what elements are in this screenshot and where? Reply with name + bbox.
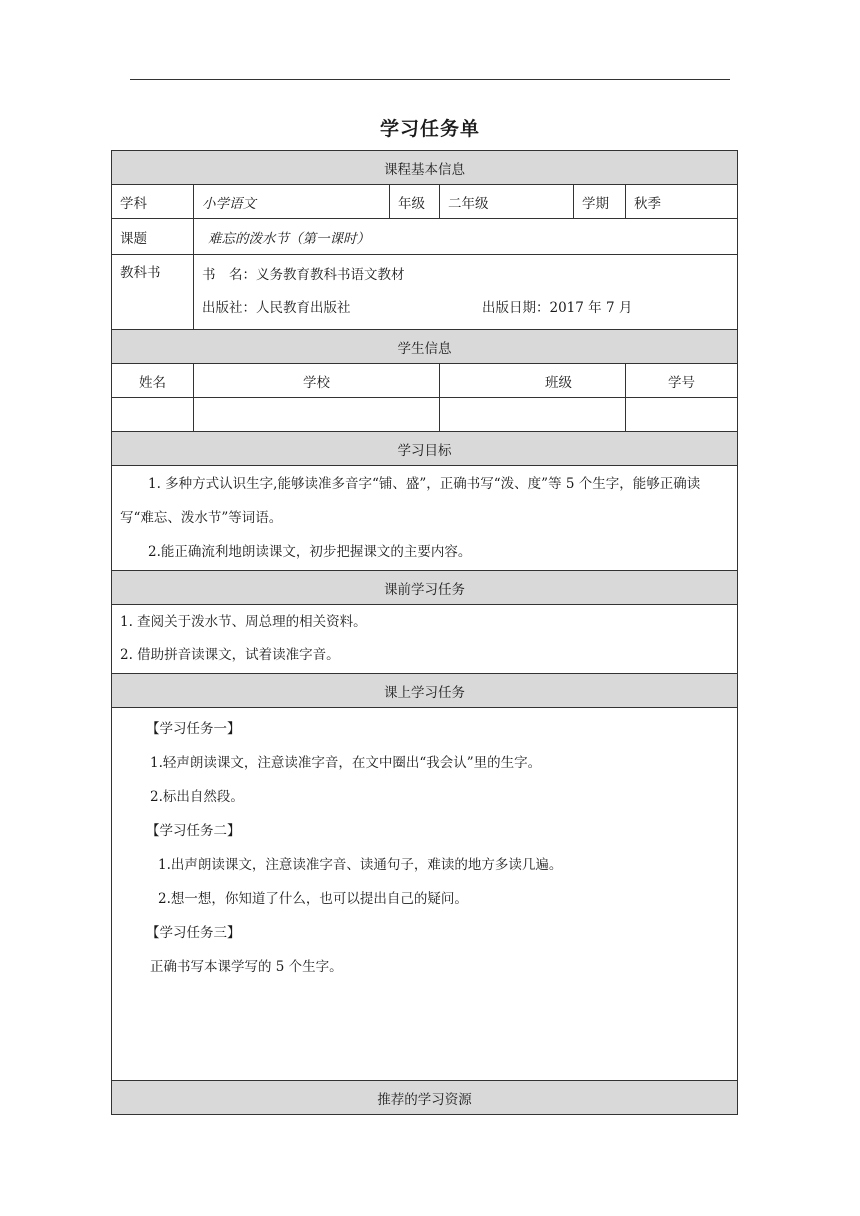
publisher-line: 出版社：人民教育出版社	[202, 300, 351, 316]
section-goals: 学习目标	[112, 432, 738, 466]
section-course-info: 课程基本信息	[112, 151, 738, 185]
input-school[interactable]	[194, 398, 440, 432]
task3-title: 【学习任务三】	[146, 925, 241, 941]
in-class-body	[112, 708, 738, 1081]
header-rule	[130, 79, 730, 80]
pre-class-item-1: 1. 查阅关于泼水节、周总理的相关资料。	[120, 614, 367, 630]
pre-class-body	[112, 605, 738, 674]
textbook-label: 教科书	[112, 255, 194, 330]
grade-value: 二年级	[440, 185, 574, 219]
document-title: 学习任务单	[379, 118, 480, 140]
book-name-line: 书 名：义务教育教科书语文教材	[202, 267, 405, 283]
term-label: 学期	[574, 185, 626, 219]
pre-class-item-2: 2. 借助拼音读课文，试着读准字音。	[120, 647, 340, 663]
input-name[interactable]	[112, 398, 194, 432]
topic-label: 课题	[112, 219, 194, 255]
section-pre-class: 课前学习任务	[112, 571, 738, 605]
goals-body	[112, 466, 738, 571]
col-name: 姓名	[112, 364, 194, 398]
task-sheet-table	[111, 150, 738, 1115]
subject-label: 学科	[112, 185, 194, 219]
task1-title: 【学习任务一】	[146, 721, 241, 737]
task2-title: 【学习任务二】	[146, 823, 241, 839]
term-value: 秋季	[626, 185, 738, 219]
input-student-id[interactable]	[626, 398, 738, 432]
col-student-id: 学号	[626, 364, 738, 398]
section-in-class: 课上学习任务	[112, 674, 738, 708]
task1-item-1: 1.轻声朗读课文，注意读准字音，在文中圈出“我会认”里的生字。	[150, 755, 542, 771]
section-resources: 推荐的学习资源	[112, 1081, 738, 1115]
pub-date-line: 出版日期：2017 年 7 月	[482, 300, 633, 316]
goal-item-2: 2.能正确流利地朗读课文，初步把握课文的主要内容。	[148, 544, 472, 560]
grade-label: 年级	[390, 185, 440, 219]
task2-item-2: 2.想一想，你知道了什么，也可以提出自己的疑问。	[158, 891, 468, 907]
col-class: 班级	[440, 364, 626, 398]
col-school: 学校	[194, 364, 440, 398]
subject-value: 小学语文	[194, 185, 390, 219]
goal-item-1: 1. 多种方式认识生字,能够读准多音字“铺、盛”，正确书写“泼、度”等 5 个生字，能够正确读写“难忘、泼水节”等词语。	[120, 476, 701, 526]
task1-item-2: 2.标出自然段。	[150, 789, 244, 805]
task2-item-1: 1.出声朗读课文，注意读准字音、读通句子，难读的地方多读几遍。	[158, 857, 563, 873]
task3-item-1: 正确书写本课学写的 5 个生字。	[150, 959, 343, 975]
input-class[interactable]	[440, 398, 626, 432]
publisher-row	[202, 292, 729, 325]
topic-value: 难忘的泼水节（第一课时）	[194, 219, 738, 255]
section-student-info: 学生信息	[112, 330, 738, 364]
textbook-info	[194, 255, 738, 330]
